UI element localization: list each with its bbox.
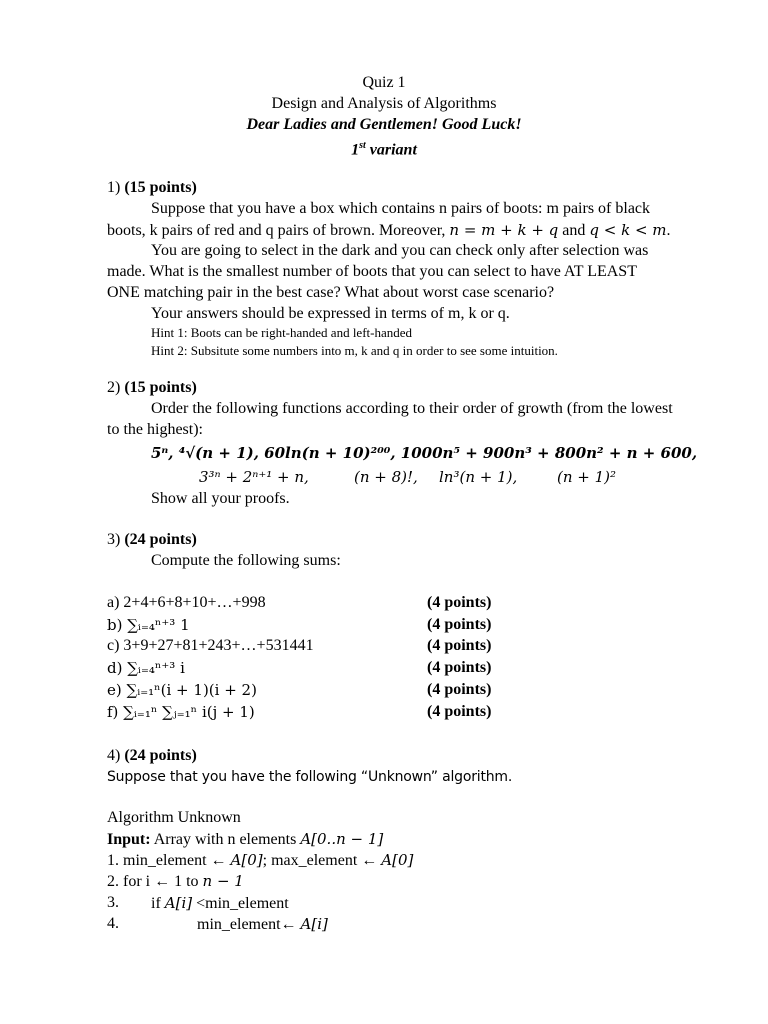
quiz-title: Quiz 1 bbox=[362, 74, 406, 91]
q3-points: (24 points) bbox=[124, 531, 197, 548]
q4-heading bbox=[107, 746, 197, 766]
q3-item-f: f) ∑ᵢ₌₁ⁿ ∑ⱼ₌₁ⁿ i(j + 1) bbox=[107, 703, 255, 721]
q1-line4: made. What is the smallest number of boots that you can select to have AT LEAST bbox=[107, 263, 637, 280]
greeting: Dear Ladies and Gentlemen! Good Luck! bbox=[246, 116, 522, 133]
q4-number: 4) bbox=[107, 747, 125, 764]
q3-heading bbox=[107, 530, 197, 550]
algorithm-step-3 bbox=[151, 893, 289, 914]
step1-a0-second: A[0] bbox=[381, 851, 414, 869]
step4-ai: A[i] bbox=[300, 915, 328, 933]
q3-item-b: b) ∑ᵢ₌₄ⁿ⁺³ 1 bbox=[107, 616, 190, 634]
q1-line2 bbox=[107, 220, 671, 241]
q3-item-b-points: (4 points) bbox=[427, 616, 492, 633]
q3-item-a: a) 2+4+6+8+10+…+998 bbox=[107, 594, 266, 611]
algorithm-step-4 bbox=[197, 914, 328, 935]
q4-intro: Suppose that you have the following “Unknown” algorithm. bbox=[107, 769, 513, 785]
q2-functions-row1: 5ⁿ, ⁴√(n + 1), 60ln(n + 10)²⁰⁰, 1000n⁵ + 900n³ + 800n² + n + 600, bbox=[151, 444, 698, 462]
course-title: Design and Analysis of Algorithms bbox=[271, 95, 497, 112]
q1-line2-end: . bbox=[666, 222, 671, 239]
q2-points: (15 points) bbox=[124, 379, 197, 396]
algorithm-step-1 bbox=[107, 850, 413, 871]
q2-line1: Order the following functions according to their order of growth (from the lowest bbox=[151, 400, 673, 417]
q1-line3: You are going to select in the dark and you can check only after selection was bbox=[151, 242, 649, 259]
q1-heading bbox=[107, 178, 197, 198]
q3-item-f-points: (4 points) bbox=[427, 703, 492, 720]
q2-line2: to the highest): bbox=[107, 421, 203, 438]
algorithm-step-3-number: 3. bbox=[107, 894, 119, 911]
algorithm-input bbox=[107, 829, 383, 850]
q1-line1: Suppose that you have a box which contains n pairs of boots: m pairs of black bbox=[151, 200, 651, 217]
q1-line5: ONE matching pair in the best case? What about worst case scenario? bbox=[107, 284, 555, 301]
q2-function-square: (n + 1)² bbox=[557, 468, 617, 486]
q2-proofs: Show all your proofs. bbox=[151, 490, 290, 507]
q1-points: (15 points) bbox=[124, 179, 197, 196]
algorithm-step-2 bbox=[107, 871, 244, 892]
algorithm-title: Algorithm Unknown bbox=[107, 809, 241, 826]
q1-hint2: Hint 2: Subsitute some numbers into m, k and q in order to see some intuition. bbox=[151, 343, 558, 358]
step3-if: if bbox=[151, 895, 165, 912]
input-text: Array with n elements bbox=[150, 831, 301, 848]
q2-heading bbox=[107, 378, 197, 398]
q3-item-d: d) ∑ᵢ₌₄ⁿ⁺³ i bbox=[107, 659, 185, 677]
variant-number: 1 bbox=[351, 141, 360, 159]
q2-function-exp: 3³ⁿ + 2ⁿ⁺¹ + n, bbox=[199, 468, 309, 486]
step2-bound: n − 1 bbox=[202, 872, 244, 890]
variant-label bbox=[0, 135, 768, 160]
q3-item-d-points: (4 points) bbox=[427, 659, 492, 676]
variant-suffix: st bbox=[359, 140, 366, 151]
step1-max: ; max_element ← bbox=[262, 852, 382, 869]
step1-a0-first: A[0] bbox=[230, 851, 263, 869]
step4-text: min_element← bbox=[197, 916, 301, 933]
step1-text: 1. min_element ← bbox=[107, 852, 231, 869]
q2-function-factorial: (n + 8)!, bbox=[354, 468, 418, 486]
step2-text: 2. for i ← 1 to bbox=[107, 873, 203, 890]
q1-inequality: q < k < m bbox=[589, 221, 667, 239]
algorithm-step-4-number: 4. bbox=[107, 915, 119, 932]
q1-equation-n: n = m + k + q bbox=[449, 221, 559, 239]
input-label: Input: bbox=[107, 831, 151, 848]
q3-item-c: c) 3+9+27+81+243+…+531441 bbox=[107, 637, 314, 654]
variant-word: variant bbox=[365, 141, 417, 159]
q2-function-log: ln³(n + 1), bbox=[439, 468, 518, 486]
q1-line2-text: boots, k pairs of red and q pairs of brown. Moreover, bbox=[107, 222, 450, 239]
q1-number: 1) bbox=[107, 179, 125, 196]
q3-item-e-points: (4 points) bbox=[427, 681, 492, 698]
input-array: A[0..n − 1] bbox=[300, 830, 384, 848]
step3-ai: A[i] bbox=[164, 894, 193, 912]
q3-item-e: e) ∑ᵢ₌₁ⁿ(i + 1)(i + 2) bbox=[107, 681, 257, 699]
q3-number: 3) bbox=[107, 531, 125, 548]
q2-number: 2) bbox=[107, 379, 125, 396]
q1-hint1: Hint 1: Boots can be right-handed and left-handed bbox=[151, 325, 413, 340]
q1-line6: Your answers should be expressed in terms of m, k or q. bbox=[151, 305, 510, 322]
step3-cond: <min_element bbox=[192, 895, 289, 912]
q1-line2-and: and bbox=[558, 222, 590, 239]
q3-intro: Compute the following sums: bbox=[151, 552, 341, 569]
q3-item-a-points: (4 points) bbox=[427, 594, 492, 611]
q4-points: (24 points) bbox=[124, 747, 197, 764]
q3-item-c-points: (4 points) bbox=[427, 637, 492, 654]
